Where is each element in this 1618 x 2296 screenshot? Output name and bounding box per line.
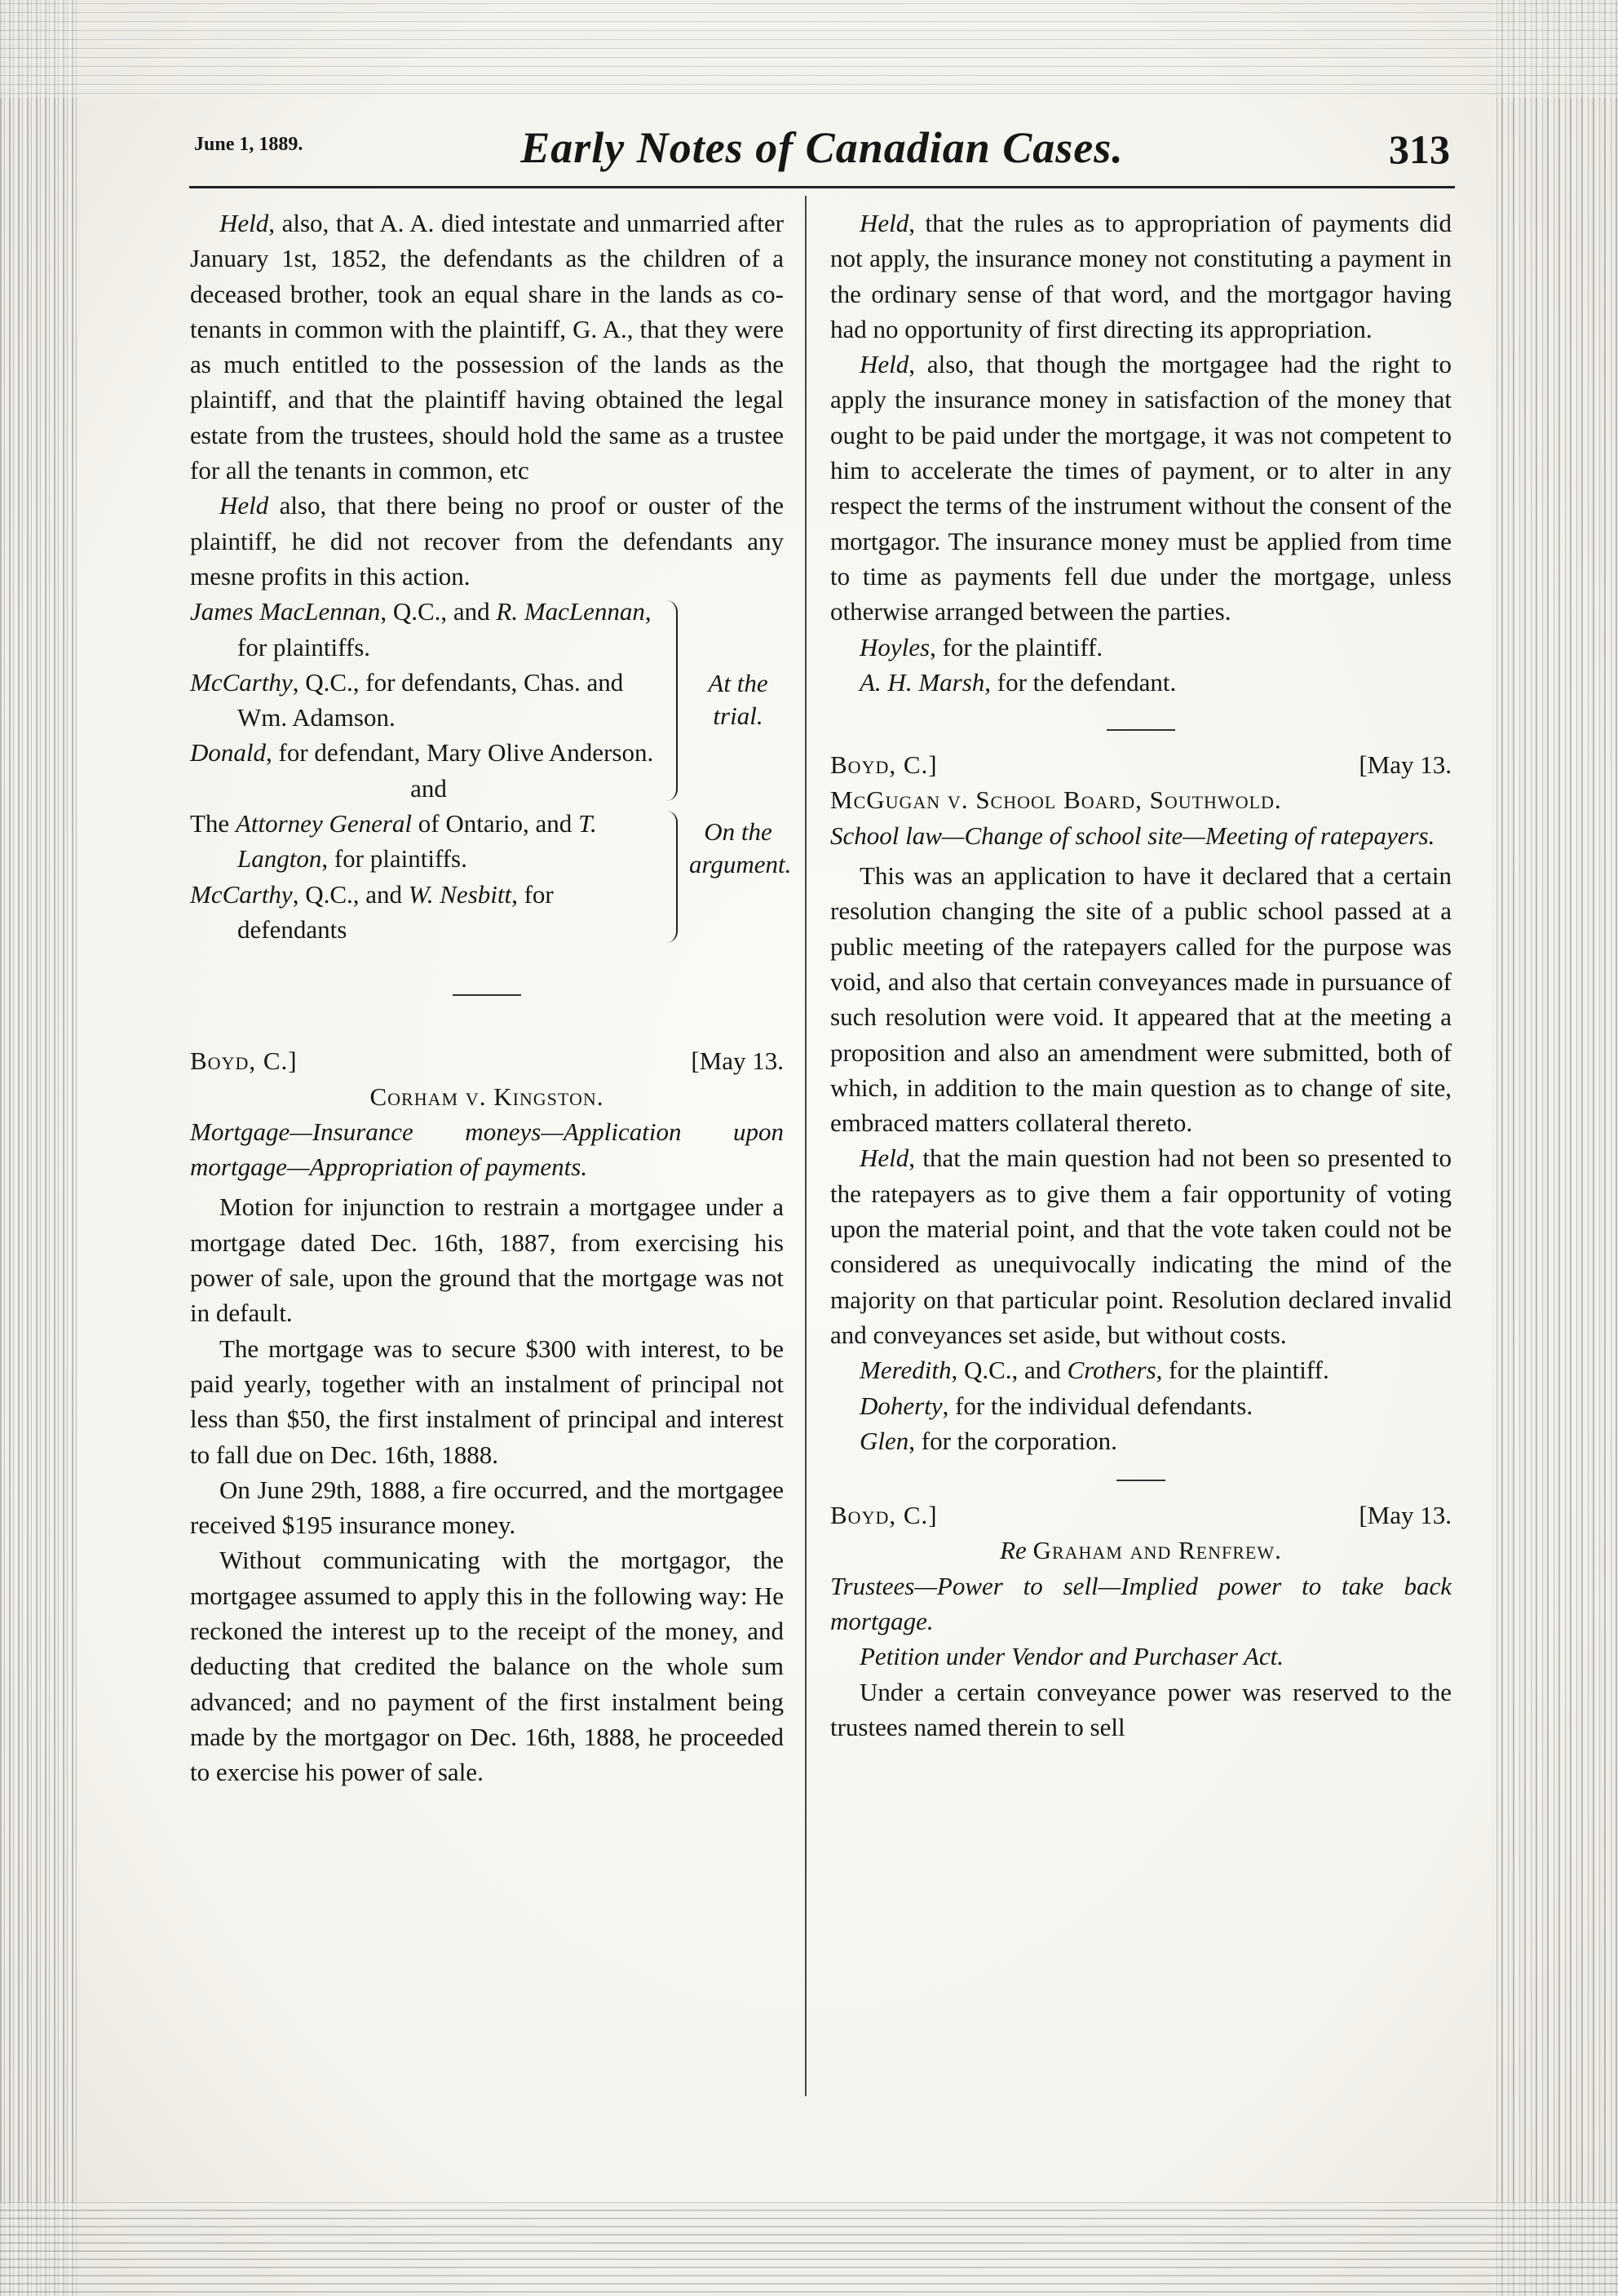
body-paragraph: The mortgage was to secure $300 with interest, to be paid yearly, together with an instalment of principal not less than $50, the first instalment of principal and interest to fall due on Dec. 16th, 1888. <box>190 1334 784 1469</box>
case-heading <box>830 1497 1452 1533</box>
body-paragraph: This was an application to have it declared that a certain resolution changing the site of a public school passed at a public meeting of the ratepayers called for the purpose was void, and also that certain conveyances made in pursuance of such resolution were void. It appeared that at the meeting a proposition and also an amendment were submitted, both of which, in addition to the main question as to change of site, embraced matters collateral thereto. <box>830 861 1452 1138</box>
judge: Boyd, C.] <box>190 1046 298 1076</box>
scan-edge-top <box>0 0 1618 98</box>
scan-edge-left <box>0 0 77 2296</box>
case-title: Corham v. Kingston. <box>369 1082 604 1111</box>
case-heading <box>830 747 1452 782</box>
held-paragraph: Held, that the rules as to appropriation of payments did not apply, the insurance money not constituting a payment in the ordinary sense of that word, and the mortgagor having had no opportunity of first directing its appropriation. <box>830 209 1452 343</box>
case-date: [May 13. <box>691 1046 784 1076</box>
body-paragraph: Without communicating with the mortgagor, the mortgagee assumed to apply this in the following way: He reckoned the interest up to the receipt of the money, and deducting that credited the balance on the whole sum advanced; and no payment of the first instalment being made by the mortgagor on Dec. 16th, 1888, he proceeded to exercise his power of sale. <box>190 1546 784 1787</box>
counsel-line: The Attorney General of Ontario, and T. Langton, for plaintiffs. <box>190 809 597 874</box>
and-separator: and <box>410 773 447 803</box>
column-rule <box>805 196 807 2096</box>
counsel-line: McCarthy, Q.C., and W. Nesbitt, for defendants <box>190 879 554 944</box>
journal-title: Early Notes of Canadian Cases. <box>520 123 1124 172</box>
counsel-line: Donald, for defendant, Mary Olive Anderson. <box>190 738 654 768</box>
counsel-line: Glen, for the corporation. <box>860 1426 1117 1455</box>
on-argument-label: On the argument. <box>689 817 792 879</box>
left-column <box>190 206 792 1789</box>
held-paragraph: Held also, that there being no proof or ouster of the plaintiff, he did not recover from the defendants any mesne profits in this action. <box>190 491 784 591</box>
counsel-line: McCarthy, Q.C., for defendants, Chas. and Wm. Adamson. <box>190 667 624 732</box>
counsel-on-argument <box>190 806 792 947</box>
body-paragraph: Under a certain conveyance power was reserved to the trustees named therein to sell <box>830 1677 1452 1741</box>
case-subject: School law—Change of school site—Meeting of ratepayers. <box>830 821 1435 850</box>
case-date: [May 13. <box>1359 1501 1452 1530</box>
case-subject: Petition under Vendor and Purchaser Act. <box>860 1642 1284 1671</box>
case-subject: Mortgage—Insurance moneys—Application upon mortgage—Appropriation of payments. <box>190 1117 784 1182</box>
page-number: 313 <box>1389 126 1450 172</box>
header-date: June 1, 1889. <box>194 134 303 155</box>
held-paragraph: Held, that the main question had not been so presented to the ratepayers as to give them a fair opportunity of voting upon the material point, and that the vote taken could not be considered as unequivocally indicating the mind of the majority on that particular point. Resolution declared invalid and conveyances set aside, but without costs. <box>830 1144 1452 1349</box>
counsel-line: James MacLennan, Q.C., and R. MacLennan, for plaintiffs. <box>190 597 652 661</box>
judge: Boyd, C.] <box>830 750 938 780</box>
judge: Boyd, C.] <box>830 1501 938 1530</box>
body-paragraph: On June 29th, 1888, a fire occurred, and the mortgagee received $195 insurance money. <box>190 1475 784 1540</box>
counsel-line: Meredith, Q.C., and Crothers, for the plaintiff. <box>860 1356 1329 1385</box>
brace <box>665 600 678 801</box>
case-title: Re Graham and Renfrew. <box>1000 1536 1282 1565</box>
running-header <box>194 122 1450 188</box>
header-rule <box>189 186 1455 188</box>
case-title: McGugan v. School Board, Southwold. <box>830 785 1282 815</box>
case-date: [May 13. <box>1359 750 1452 780</box>
held-paragraph: Held, also, that though the mortgagee had the right to apply the insurance money in satisfaction of the money that ought to be paid under the mortgage, it was not competent to him to accelerate the times of payment, or to alter in any respect the terms of the instrument without the consent of the mortgagor. The insurance money must be applied from time to time as payments fell due under the mortgage, unless otherwise arranged between the parties. <box>830 350 1452 626</box>
right-column <box>830 206 1452 1745</box>
scan-edge-bottom <box>0 2202 1618 2296</box>
body-paragraph: Motion for injunction to restrain a mortgagee under a mortgage dated Dec. 16th, 1887, from exercising his power of sale, upon the ground that the mortgage was not in default. <box>190 1192 784 1328</box>
scan-edge-right <box>1492 0 1618 2296</box>
case-subject: Trustees—Power to sell—Implied power to take back mortgage. <box>830 1571 1452 1635</box>
brace <box>665 811 678 943</box>
counsel-line: Doherty, for the individual defendants. <box>860 1391 1253 1420</box>
case-heading <box>190 1043 784 1078</box>
counsel-at-trial <box>190 594 784 770</box>
at-trial-label: At the trial. <box>708 669 768 731</box>
counsel-line: A. H. Marsh, for the defendant. <box>860 667 1177 697</box>
counsel-line: Hoyles, for the plaintiff. <box>860 632 1103 661</box>
held-paragraph: Held, also, that A. A. died intestate and unmarried after January 1st, 1852, the defendants as the children of a deceased brother, took an equal share in the lands as co-tenants in common with the plaintiff, G. A., that they were as much entitled to the possession of the lands as the plaintiff, and that the plaintiff having obtained the legal estate from the trustees, should hold the same as a trustee for all the tenants in common, etc <box>190 209 784 485</box>
